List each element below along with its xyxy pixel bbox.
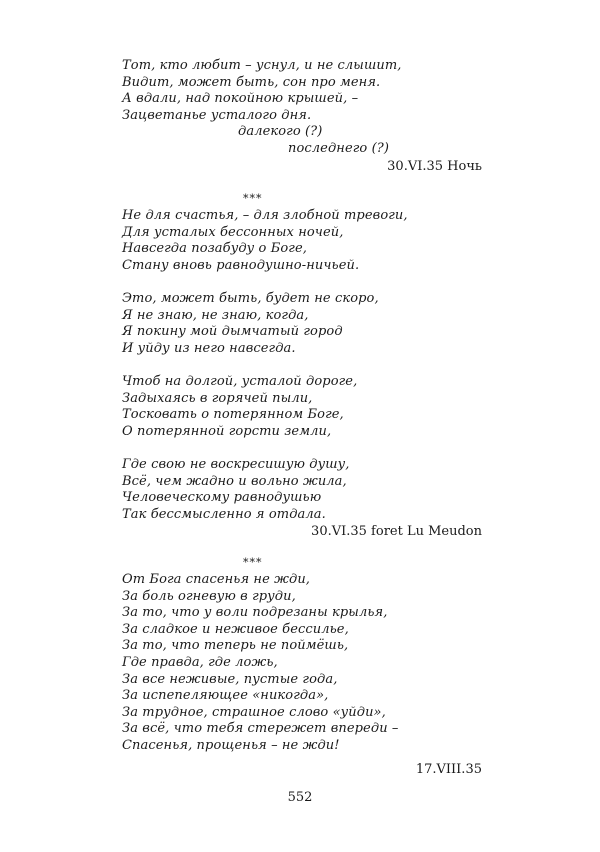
stanza (122, 208, 482, 274)
poem-line: Человеческому равнодушью (122, 490, 322, 506)
poem-line: Не для счастья, – для злобной тревоги, (122, 208, 408, 223)
poem-line: Зацветанье усталого дня. (122, 107, 312, 123)
poem-line: Я покину мой дымчатый город (122, 324, 343, 340)
stanza (122, 374, 482, 440)
poem-line: Тосковать о потерянном Боге, (122, 407, 344, 423)
poem-date: 30.VI.35 foret Lu Meudon (311, 524, 482, 540)
poem-line: За все неживые, пустые года, (122, 671, 338, 687)
poem-line: Всё, чем жадно и вольно жила, (122, 473, 347, 489)
poem-line: Стану вновь равнодушно-ничьей. (122, 257, 360, 273)
section-separator: *** (243, 556, 263, 569)
poem-line: За испепеляющее «никогда», (122, 688, 329, 704)
stanza (122, 457, 482, 523)
poem-line: Чтоб на долгой, усталой дороге, (122, 373, 358, 389)
poem-variant-1: далекого (?) (238, 124, 323, 140)
poem-line: Я не знаю, не знаю, когда, (122, 307, 309, 323)
poem-line: Тот, кто любит – уснул, и не слышит, (122, 58, 402, 73)
poem-line: Видит, может быть, сон про меня. (122, 74, 381, 90)
poem-line: Для усталых бессонных ночей, (122, 224, 344, 240)
poem-line: Спасенья, прощенья – не жди! (122, 737, 340, 753)
poem-line: Где свою не воскресишую душу, (122, 456, 350, 472)
section-separator: *** (243, 192, 263, 205)
poem-line: За то, что теперь не поймёшь, (122, 638, 349, 654)
poem-date: 17.VIII.35 (415, 761, 482, 777)
stanza (122, 291, 482, 357)
poem-line: За то, что у воли подрезаны крылья, (122, 605, 388, 621)
stanza-gap (122, 440, 482, 457)
stanza-gap (122, 274, 482, 291)
poem-line: Это, может быть, будет не скоро, (122, 290, 379, 306)
poem-line: За всё, что тебя стережет впереди – (122, 721, 399, 737)
poem-line: Где правда, где ложь, (122, 654, 278, 670)
poem-2 (122, 208, 482, 540)
poem-line: О потерянной горсти земли, (122, 423, 332, 439)
poem-line: Так бессмысленно я отдала. (122, 506, 326, 522)
stanza-gap (122, 357, 482, 374)
poem-variant-2: последнего (?) (288, 140, 389, 156)
poem-date: 30.VI.35 Ночь (387, 158, 482, 174)
poem-line: И уйду из него навсегда. (122, 340, 296, 356)
poem-line: За боль огневую в груди, (122, 588, 296, 604)
poem-line: За сладкое и неживое бессилье, (122, 621, 349, 637)
page-number: 552 (287, 790, 313, 805)
poem-line: Задыхаясь в горячей пыли, (122, 390, 313, 406)
poem-line: Навсегда позабуду о Боге, (122, 241, 307, 257)
poem-3 (122, 572, 482, 778)
poem-1 (122, 58, 482, 175)
poem-line: От Бога спасенья не жди, (122, 572, 311, 587)
poem-line: А вдали, над покойною крышей, – (122, 91, 359, 107)
poem-line: За трудное, страшное слово «уйди», (122, 704, 386, 720)
